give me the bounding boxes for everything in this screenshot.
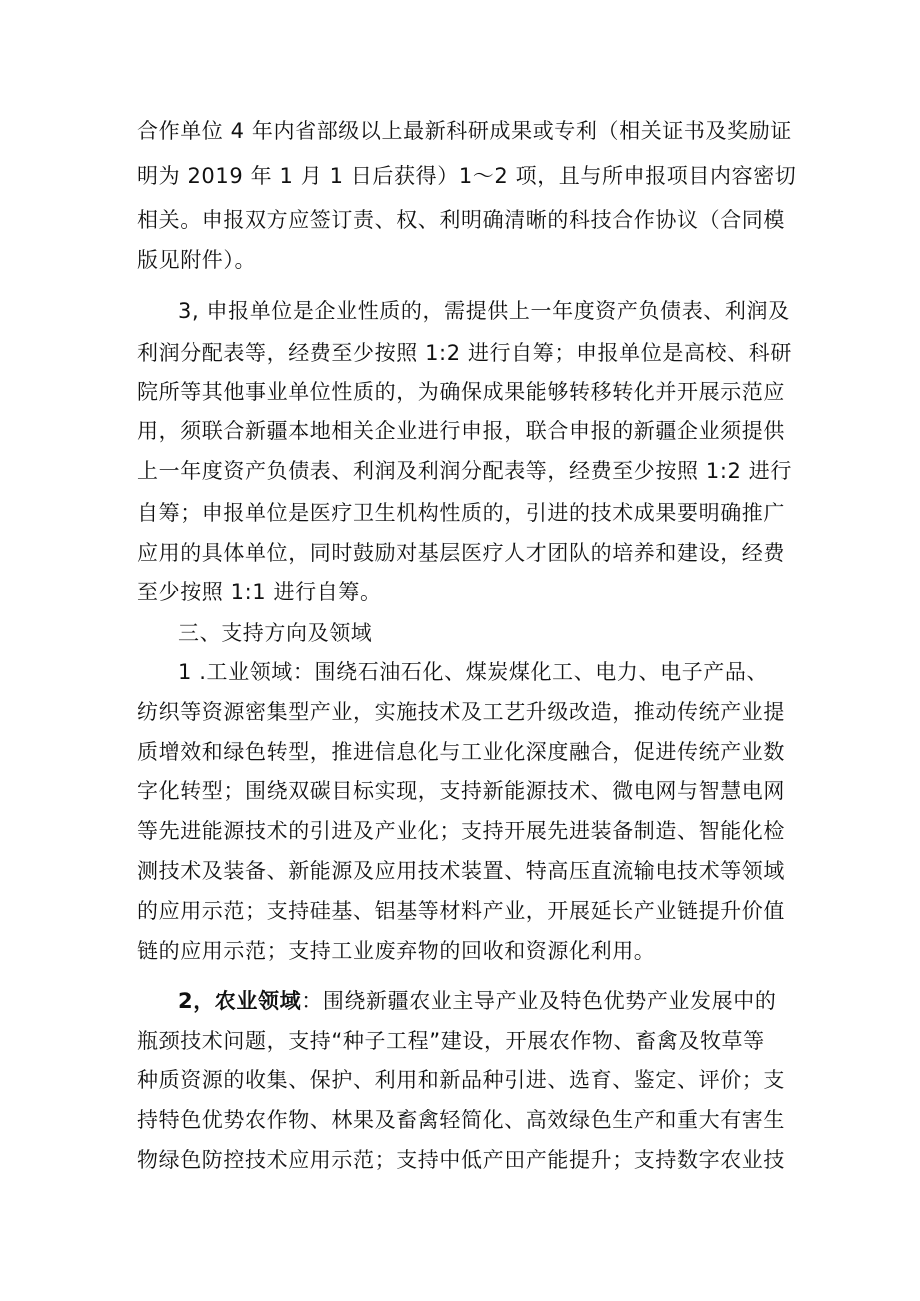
paragraph-4-line-5: 物绿色防控技术应用示范；支持中低产田产能提升；支持数字农业技	[137, 1148, 785, 1172]
paragraph-2-line-4: 用，须联合新疆本地相关企业进行申报，联合申报的新疆企业须提供	[137, 419, 785, 443]
paragraph-2-line-6: 自筹；申报单位是医疗卫生机构性质的，引进的技术成果要明确推广	[137, 501, 785, 525]
paragraph-3-line-4: 字化转型；围绕双碳目标实现，支持新能源技术、微电网与智慧电网	[137, 779, 785, 803]
paragraph-2-line-5: 上一年度资产负债表、利润及利润分配表等，经费至少按照 1:2 进行	[137, 459, 792, 483]
paragraph-4-line-3: 种质资源的收集、保护、利用和新品种引进、选育、鉴定、评价；支	[137, 1068, 785, 1092]
paragraph-4-line-1-text: ：围绕新疆农业主导产业及特色优势产业发展中的	[301, 989, 777, 1013]
paragraph-1-line-4: 版见附件）。	[137, 248, 257, 272]
paragraph-4-line-1	[178, 987, 776, 1015]
agriculture-heading: 2，农业领域	[178, 989, 302, 1013]
paragraph-2-line-1: 3, 申报单位是企业性质的，需提供上一年度资产负债表、利润及	[178, 299, 790, 323]
paragraph-1-line-1: 合作单位 4 年内省部级以上最新科研成果或专利（相关证书及奖励证	[137, 119, 792, 143]
paragraph-2-line-3: 院所等其他事业单位性质的，为确保成果能够转移转化并开展示范应	[137, 380, 785, 404]
paragraph-4-line-2: 瓶颈技术问题，支持“种子工程”建设，开展农作物、畜禽及牧草等	[137, 1029, 765, 1053]
paragraph-3-line-7: 的应用示范；支持硅基、铝基等材料产业，开展延长产业链提升价值	[137, 899, 785, 923]
paragraph-3-line-6: 测技术及装备、新能源及应用技术装置、特高压直流输电技术等领域	[137, 859, 785, 883]
paragraph-2-line-7: 应用的具体单位，同时鼓励对基层医疗人才团队的培养和建设，经费	[137, 541, 785, 565]
paragraph-3-line-8: 链的应用示范；支持工业废弃物的回收和资源化利用。	[137, 939, 656, 963]
paragraph-2-line-2: 利润分配表等，经费至少按照 1:2 进行自筹；申报单位是高校、科研	[137, 341, 792, 365]
paragraph-3-line-2: 纺织等资源密集型产业，实施技术及工艺升级改造，推动传统产业提	[137, 700, 785, 724]
section-heading: 三、支持方向及领域	[178, 621, 373, 645]
paragraph-3-line-3: 质增效和绿色转型，推进信息化与工业化深度融合，促进传统产业数	[137, 740, 785, 764]
paragraph-3-line-1: 1 .工业领域：围绕石油石化、煤炭煤化工、电力、电子产品、	[178, 660, 769, 684]
paragraph-3-line-5: 等先进能源技术的引进及产业化；支持开展先进装备制造、智能化检	[137, 819, 785, 843]
paragraph-1-line-3: 相关。申报双方应签订责、权、利明确清晰的科技合作协议（合同模	[137, 208, 785, 232]
paragraph-4-line-4: 持特色优势农作物、林果及畜禽轻简化、高效绿色生产和重大有害生	[137, 1108, 785, 1132]
paragraph-2-line-8: 至少按照 1:1 进行自筹。	[137, 580, 382, 604]
paragraph-1-line-2: 明为 2019 年 1 月 1 日后获得）1～2 项，且与所申报项目内容密切	[137, 164, 797, 188]
